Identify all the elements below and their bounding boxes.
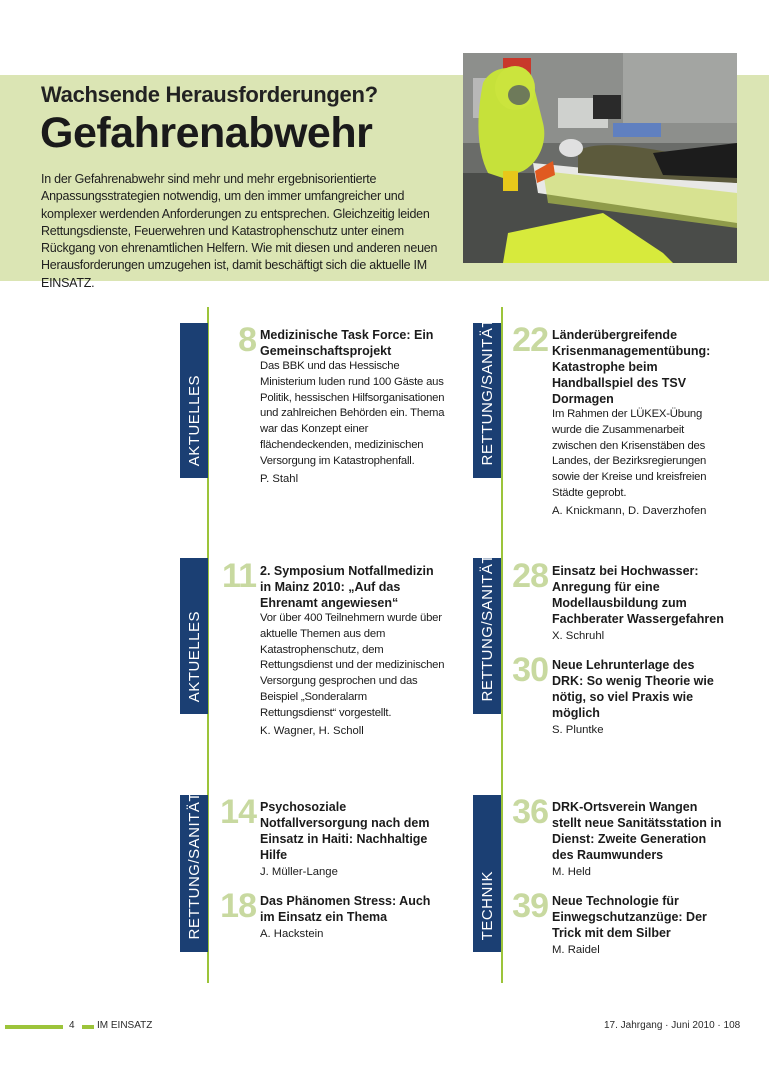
entry-summary: Vor über 400 Teilnehmern wurde über aktuelle Themen aus dem Katastrophenschutz, dem Rettungsdienst und der medizinischen Versorgung gesprochen und das Beispiel „Sonderalarm Rettungsdienst“ vorgestellt. [260,612,445,719]
entry-headline: Das Phänomen Stress: Auch im Einsatz ein Thema [260,894,431,924]
footer-accent-bar-long [5,1025,63,1029]
category-label-aktuelles: AKTUELLES [180,323,208,478]
entry-summary: Das BBK und das Hessische Ministerium luden rund 100 Gäste aus Politik, hessischen Hilfsorganisationen und zahlreichen Behörden ein. Thema war das Konzept einer flächendeckenden, medizinischen Versorgung im Katastrophenfall. [260,360,445,467]
page-number: 39 [512,887,548,925]
entry-headline: DRK-Ortsverein Wangen stellt neue Sanitätsstation in Dienst: Zweite Generation des Raumwunders [552,800,722,862]
page-title: Gefahrenabwehr [40,109,373,157]
category-label-aktuelles: AKTUELLES [180,558,208,714]
entry-author: K. Wagner, H. Scholl [260,724,364,737]
footer-magazine-name: IM EINSATZ [97,1020,153,1031]
footer-accent-bar-short [82,1025,94,1029]
photo-illustration [463,53,737,263]
entry-summary: Im Rahmen der LÜKEX-Übung wurde die Zusammenarbeit zwischen den Krisenstäben des Landes, der Bezirksregierungen sowie der Kreise und kreisfreien Städte geprobt. [552,408,707,499]
entry-author: M. Raidel [552,944,600,956]
toc-entry-30[interactable] [512,651,727,739]
page-number: 30 [512,651,548,689]
entry-headline: 2. Symposium Notfallmedizin in Mainz 2010: „Auf das Ehrenamt angewiesen“ [260,564,434,610]
kicker: Wachsende Herausforderungen? [41,82,378,107]
toc-entry-11[interactable] [222,557,445,739]
toc-entry-22[interactable] [512,321,727,520]
footer-issue-info: 17. Jahrgang · Juni 2010 · 108 [604,1020,741,1031]
category-label-rettung-sanitaet: RETTUNG/SANITÄT [180,795,208,952]
page-number: 8 [238,321,256,359]
toc-entry-18[interactable] [220,887,445,943]
intro-text: In der Gefahrenabwehr sind mehr und mehr ergebnisorientierte Anpassungsstrategien notwendig, um den immer umfangreicher und komplexer werdenden Anforderungen zu entsprechen. Gleichzeitig leiden Rettungsdienste, Feuerwehren und Katastrophenschutz unter einem Rückgang von ehrenamtlichen Helfern. Wie mit diesen und anderen neuen Herausforderungen umzugehen ist, damit beschäftigt sich die aktuelle IM EINSATZ. [41,172,438,290]
entry-author: A. Hackstein [260,928,324,940]
entry-author: A. Knickmann, D. Daverzhofen [552,504,707,517]
footer-page-number: 4 [69,1020,75,1031]
entry-author: J. Müller-Lange [260,866,338,878]
page-number: 14 [220,793,256,831]
category-label-rettung-sanitaet: RETTUNG/SANITÄT [473,323,501,478]
page-number: 22 [512,321,548,359]
entry-author: P. Stahl [260,472,299,485]
right-column-rule [501,307,503,983]
toc-entry-28[interactable] [512,557,727,645]
entry-headline: Einsatz bei Hochwasser: Anregung für eine Modellausbildung zum Fachberater Wassergefahren [552,564,724,626]
entry-headline: Psychosoziale Notfallversorgung nach dem Einsatz in Haiti: Nachhaltige Hilfe [260,800,430,862]
toc-entry-14[interactable] [220,793,445,881]
category-label-technik: TECHNIK [473,795,501,952]
entry-author: M. Held [552,866,591,878]
toc-entry-39[interactable] [512,887,727,959]
entry-author: S. Pluntke [552,724,604,736]
toc-entry-8[interactable] [238,321,445,487]
page-number: 11 [222,557,256,595]
entry-headline: Medizinische Task Force: Ein Gemeinschaftsprojekt [260,328,434,358]
category-label-rettung-sanitaet: RETTUNG/SANITÄT [473,558,501,714]
toc-entry-36[interactable] [512,793,727,881]
header-photo [463,53,737,263]
entry-headline: Länderübergreifende Krisenmanagementübung: Katastrophe beim Handballspiel des TSV Dormagen [552,328,711,406]
page-number: 28 [512,557,548,595]
entry-headline: Neue Technologie für Einwegschutzanzüge: Der Trick mit dem Silber [552,894,707,940]
page-number: 36 [512,793,548,831]
entry-headline: Neue Lehrunterlage des DRK: So wenig Theorie wie nötig, so viel Praxis wie möglich [552,658,714,720]
page-number: 18 [220,887,256,925]
entry-author: X. Schruhl [552,630,605,642]
